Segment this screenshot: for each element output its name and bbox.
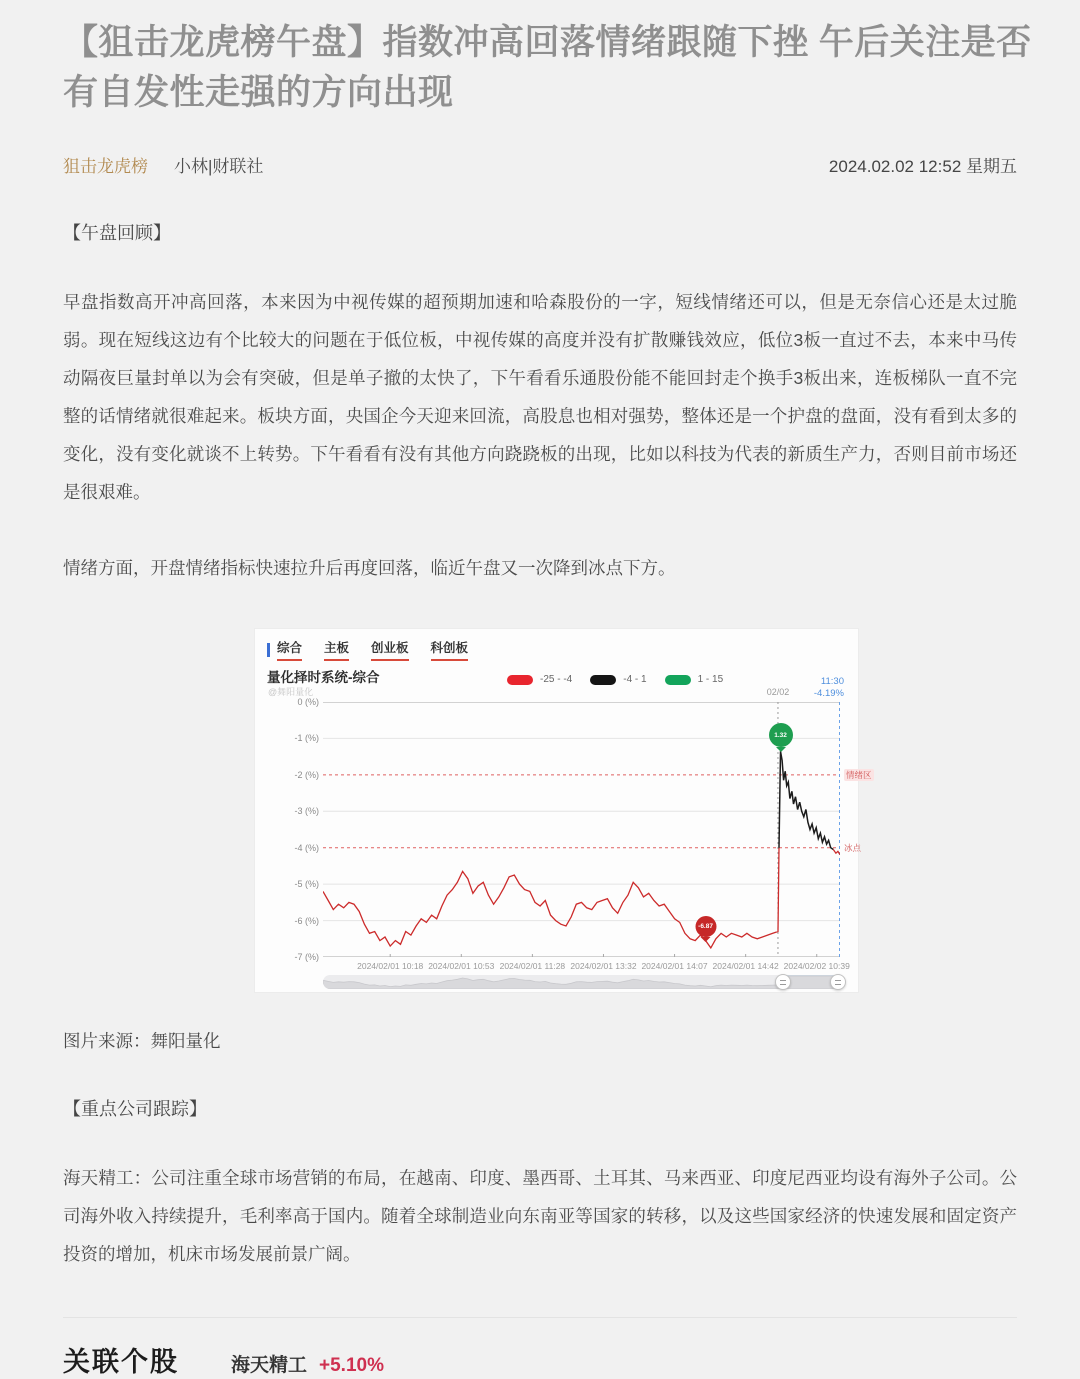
author: 小林|财联社 [174, 157, 264, 176]
byline [63, 152, 1017, 177]
chart-legend [507, 674, 741, 685]
x-tick-label: 2024/02/02 10:39 [783, 961, 850, 971]
page-title: 【狙击龙虎榜午盘】指数冲高回落情绪跟随下挫 午后关注是否有自发性走强的方向出现 [63, 23, 1032, 112]
x-tick-label: 2024/02/01 14:42 [712, 961, 779, 971]
legend-range-label: 1 - 15 [697, 674, 724, 685]
score-balloon-icon: 1.32 [769, 723, 793, 747]
active-tab-indicator [267, 643, 270, 657]
publish-datetime: 2024.02.02 12:52 星期五 [828, 157, 1017, 176]
related-stocks-row [63, 1340, 1017, 1379]
chart-watermark: @舞阳量化 [268, 687, 314, 697]
legend-swatch-icon [590, 675, 616, 685]
paragraph-market-review: 早盘指数高开冲高回落，本来因为中视传媒的超预期加速和哈森股份的一字，短线情绪还可以，但是无奈信心还是太过脆弱。现在短线这边有个比较大的问题在于低位板，中视传媒的高度并没有扩散赚钱效应，低位3板一直过不去，本来中马传动隔夜巨量封单以为会有突破，但是单子撤的太快了，下午看看乐通股份能不能回封走个换手3板出来，连板梯队一直不完整的话情绪就很难起来。板块方面，央国企今天迎来回流，高股息也相对强势，整体还是一个护盘的盘面，没有看到太多的变化，没有变化就谈不上转势。下午看看有没有其他方向跷跷板的出现，比如以科技为代表的新质生产力，否则目前市场还是很艰难。 [63, 292, 1017, 502]
x-tick-label: 2024/02/01 13:32 [570, 961, 637, 971]
chart-title: 量化择时系统-综合 [267, 670, 380, 685]
x-axis-labels [323, 961, 850, 973]
x-tick-label: 2024/02/01 14:07 [641, 961, 708, 971]
legend-swatch-icon [507, 675, 533, 685]
x-tick-label: 2024/02/01 10:53 [428, 961, 495, 971]
legend-item [665, 674, 724, 685]
scrollbar-minimap [323, 975, 840, 989]
x-tick-label: 2024/02/01 11:28 [499, 961, 566, 971]
chart-scrollbar[interactable] [323, 975, 840, 989]
legend-item [590, 674, 646, 685]
related-stock-name[interactable]: 海天精工 [231, 1355, 308, 1376]
y-tick-label: -3 (%) [294, 806, 319, 817]
legend-item [507, 674, 572, 685]
paragraph-haitian: 海天精工：公司注重全球市场营销的布局，在越南、印度、墨西哥、土耳其、马来西亚、印度尼西亚均设有海外子公司。公司海外收入持续提升，毛利率高于国内。随着全球制造业向东南亚等国家的转移，以及这些国家经济的快速发展和固定资产投资的增加，机床市场发展前景广阔。 [63, 1168, 1017, 1264]
y-tick-label: -1 (%) [294, 733, 319, 744]
y-tick-label: -5 (%) [294, 879, 319, 890]
related-stock-change: +5.10% [319, 1355, 384, 1376]
related-stocks-label: 关联个股 [63, 1347, 179, 1377]
legend-range-label: -4 - 1 [623, 674, 647, 685]
chart-tabs [267, 638, 490, 661]
section-heading-midday-review: 【午盘回顾】 [63, 223, 171, 243]
plot-area [294, 697, 872, 962]
threshold-label: 情绪区 [846, 769, 872, 780]
y-tick-label: -4 (%) [294, 842, 319, 853]
latest-change: -4.19% [813, 688, 844, 699]
scrollbar-right-handle-icon[interactable] [830, 974, 846, 990]
latest-time: 11:30 [820, 676, 844, 687]
y-tick-label: -7 (%) [294, 952, 319, 962]
source-tag[interactable]: 狙击龙虎榜 [63, 157, 148, 176]
chart-tab-主板[interactable]: 主板 [324, 638, 349, 661]
y-tick-label: 0 (%) [297, 697, 319, 707]
y-tick-label: -6 (%) [294, 915, 319, 926]
legend-swatch-icon [665, 675, 691, 685]
divider [63, 1317, 1017, 1318]
marker-date-label: 02/02 [766, 687, 790, 697]
x-tick-label: 2024/02/01 10:18 [357, 961, 424, 971]
section-heading-key-companies: 【重点公司跟踪】 [63, 1099, 207, 1119]
plot-svg [323, 702, 840, 957]
series-score-red-tail [833, 850, 840, 855]
series-score-black [779, 751, 833, 849]
paragraph-sentiment: 情绪方面，开盘情绪指标快速拉升后再度回落，临近午盘又一次降到冰点下方。 [63, 558, 676, 578]
chart-tab-创业板[interactable]: 创业板 [371, 638, 409, 661]
threshold-label: 冰点 [844, 842, 862, 853]
y-tick-label: -2 (%) [294, 769, 319, 780]
scrollbar-left-handle-icon[interactable] [775, 974, 791, 990]
latest-value-label [814, 676, 844, 700]
legend-range-label: -25 - -4 [540, 674, 573, 685]
score-balloon-icon: -6.87 [695, 916, 716, 937]
quant-timing-chart [255, 629, 872, 992]
chart-tab-科创板[interactable]: 科创板 [431, 638, 469, 661]
chart-tab-综合[interactable]: 综合 [277, 638, 302, 661]
image-caption: 图片来源：舞阳量化 [63, 1031, 221, 1051]
